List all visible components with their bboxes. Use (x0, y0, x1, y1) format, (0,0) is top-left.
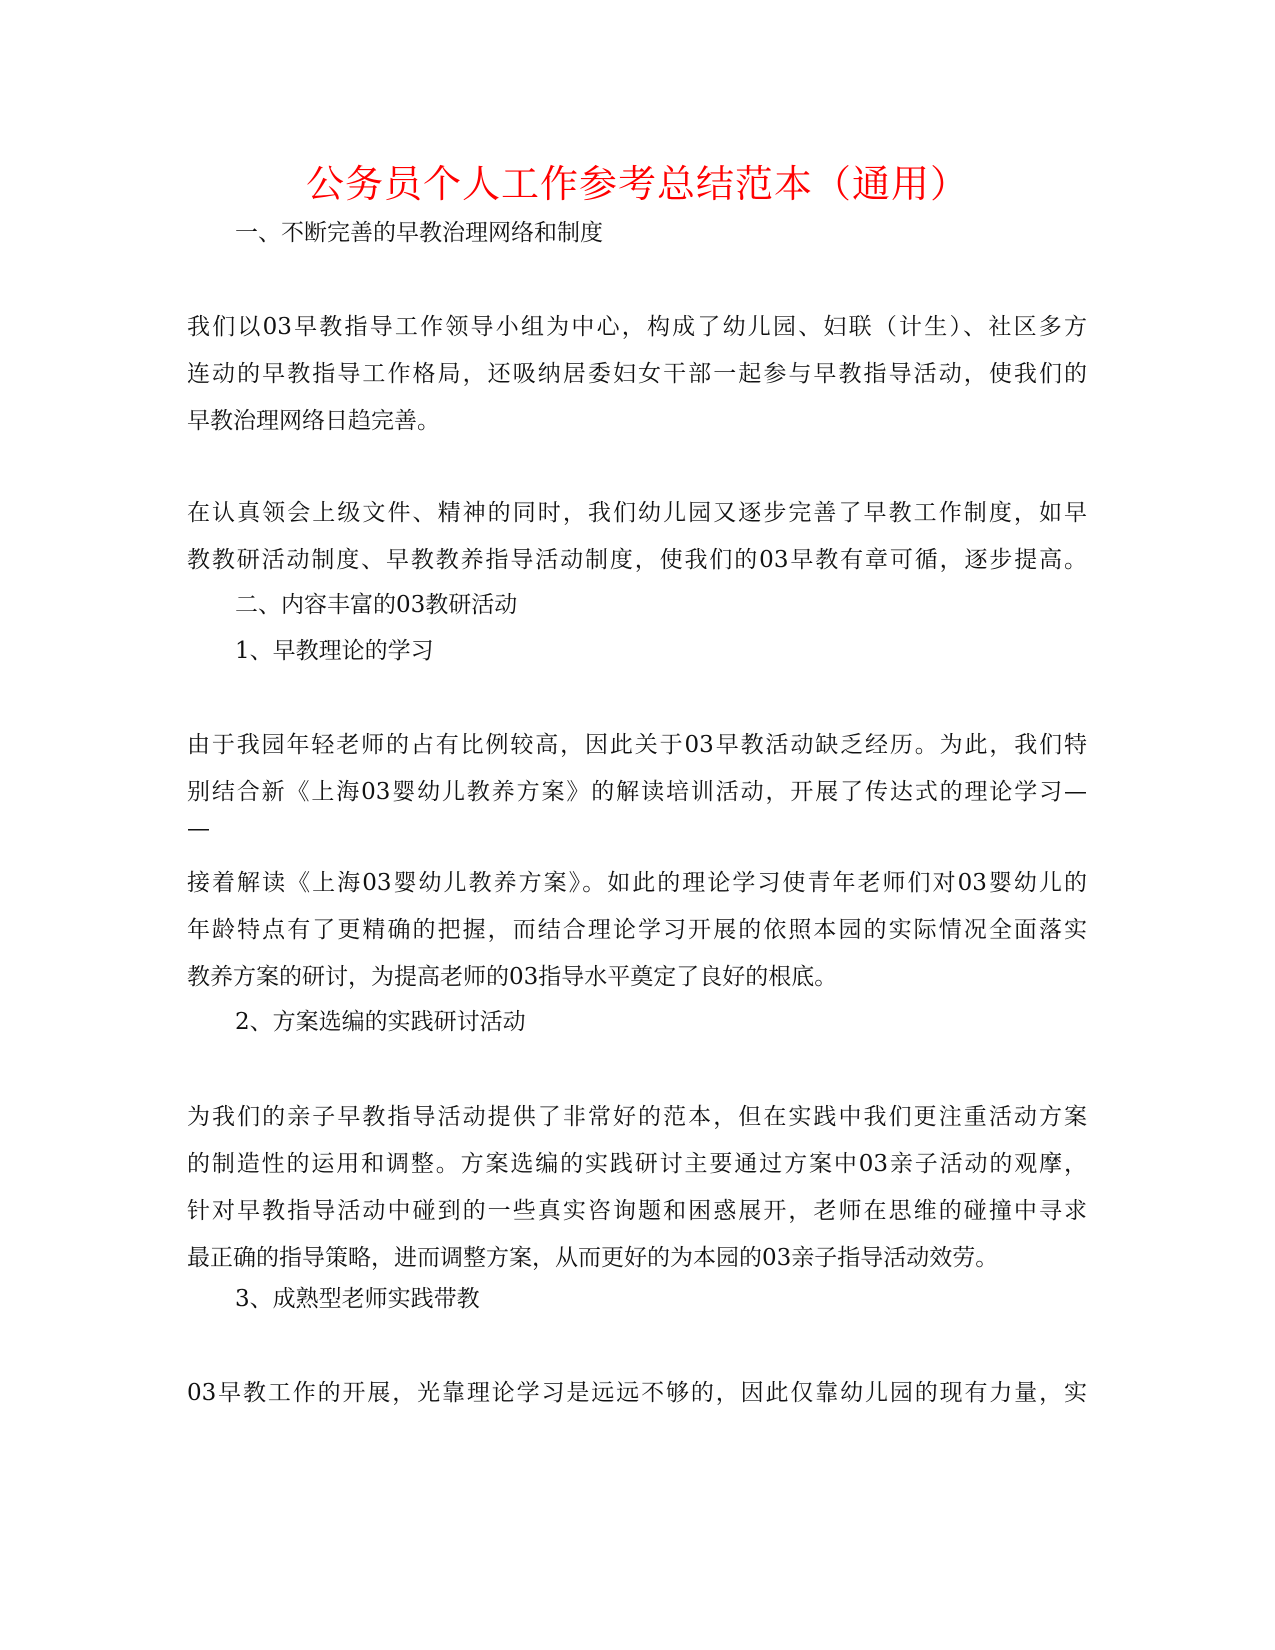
paragraph-1 (187, 304, 1087, 445)
paragraph-6-line-1: 03早教工作的开展，光靠理论学习是远远不够的，因此仅靠幼儿园的现有力量，实 (187, 1380, 1087, 1406)
subsection-heading-2-3: 3、成熟型老师实践带教 (235, 1286, 480, 1312)
paragraph-2-line-2: 教教研活动制度、早教教养指导活动制度，使我们的03早教有章可循，逐步提高。 (187, 547, 1087, 573)
paragraph-3 (187, 722, 1087, 842)
paragraph-4-line-2: 年龄特点有了更精确的把握，而结合理论学习开展的依照本园的实际情况全面落实 (187, 917, 1087, 943)
paragraph-6 (187, 1370, 1087, 1417)
paragraph-5-line-3: 针对早教指导活动中碰到的一些真实咨询题和困惑展开，老师在思维的碰撞中寻求 (187, 1198, 1087, 1224)
paragraph-1-line-2: 连动的早教指导工作格局，还吸纳居委妇女干部一起参与早教指导活动，使我们的 (187, 361, 1087, 387)
paragraph-3-line-1: 由于我园年轻老师的占有比例较高，因此关于03早教活动缺乏经历。为此，我们特 (187, 732, 1087, 758)
section-heading-2: 二、内容丰富的03教研活动 (235, 592, 518, 618)
paragraph-5 (187, 1094, 1087, 1282)
paragraph-5-line-2: 的制造性的运用和调整。方案选编的实践研讨主要通过方案中03亲子活动的观摩， (187, 1151, 1087, 1177)
paragraph-5-line-1: 为我们的亲子早教指导活动提供了非常好的范本，但在实践中我们更注重活动方案 (187, 1104, 1087, 1130)
paragraph-4-line-3: 教养方案的研讨，为提高老师的03指导水平奠定了良好的根底。 (187, 964, 838, 990)
paragraph-1-line-1: 我们以03早教指导工作领导小组为中心，构成了幼儿园、妇联（计生）、社区多方 (187, 314, 1087, 340)
paragraph-2-line-1: 在认真领会上级文件、精神的同时，我们幼儿园又逐步完善了早教工作制度，如早 (187, 500, 1087, 526)
paragraph-2 (187, 490, 1087, 584)
paragraph-4 (187, 860, 1087, 1001)
paragraph-1-line-3: 早教治理网络日趋完善。 (187, 408, 440, 434)
paragraph-3-line-2: 别结合新《上海03婴幼儿教养方案》的解读培训活动，开展了传达式的理论学习— (187, 779, 1087, 805)
document-title: 公务员个人工作参考总结范本（通用） (305, 162, 969, 206)
paragraph-5-line-4: 最正确的指导策略，进而调整方案，从而更好的为本园的03亲子指导活动效劳。 (187, 1245, 999, 1271)
subsection-heading-2-2: 2、方案选编的实践研讨活动 (235, 1009, 526, 1035)
subsection-heading-2-1: 1、早教理论的学习 (235, 638, 434, 664)
paragraph-4-line-1: 接着解读《上海03婴幼儿教养方案》。如此的理论学习使青年老师们对03婴幼儿的 (187, 870, 1087, 896)
section-heading-1: 一、不断完善的早教治理网络和制度 (235, 220, 603, 246)
paragraph-3-line-3: — (187, 816, 210, 842)
